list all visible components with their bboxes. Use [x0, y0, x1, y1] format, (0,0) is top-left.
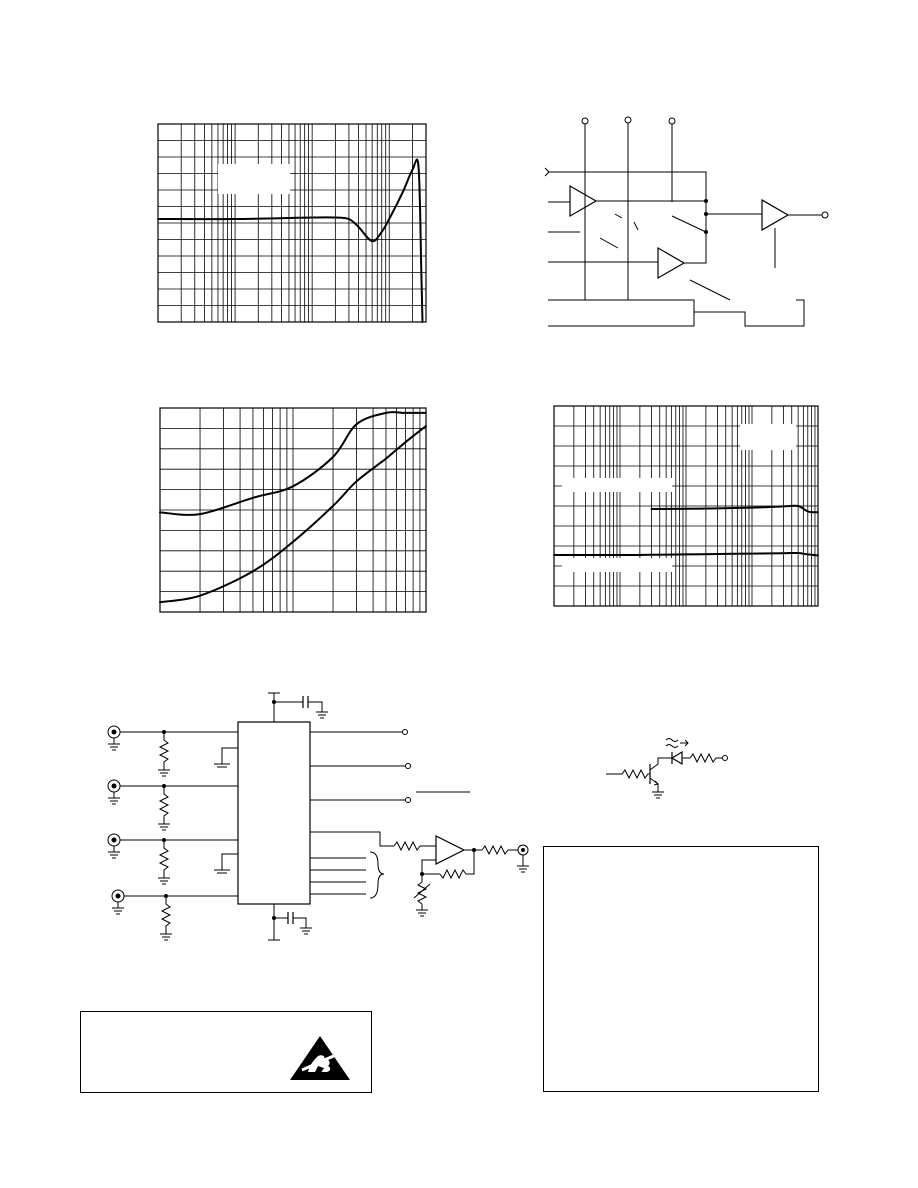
input-channel-2 [108, 780, 238, 830]
chart-frequency-response [158, 124, 426, 322]
chart-frequency-response-svg [158, 124, 426, 322]
pin-top-3 [669, 118, 675, 124]
optocoupler-svg [600, 732, 730, 802]
test-circuit-svg [100, 688, 540, 948]
test-circuit [100, 688, 540, 948]
block-diagram-svg [540, 112, 840, 342]
input-channel-4 [112, 890, 238, 940]
series-line-1 [652, 506, 819, 513]
chart-two-curves-svg [160, 408, 426, 612]
chart-flat-response-svg [554, 406, 818, 606]
chart-two-curves [160, 408, 426, 612]
block-diagram [540, 112, 840, 342]
output-amplifier [762, 200, 788, 230]
esd-warning-icon [288, 1034, 352, 1082]
input-channel-1 [108, 726, 238, 776]
buffer-amplifier [436, 836, 464, 864]
ic-package [238, 722, 310, 904]
pin-top-1 [582, 118, 588, 124]
chart-flat-response [554, 406, 818, 606]
esd-caution-box [80, 1011, 372, 1093]
series-line-1 [158, 160, 423, 322]
output-pin [822, 212, 828, 218]
info-box [543, 846, 819, 1092]
amplifier-1 [570, 186, 596, 216]
pin-top-2 [625, 117, 631, 123]
input-channel-3 [108, 834, 238, 884]
optocoupler-diagram [600, 732, 730, 802]
amplifier-2 [658, 248, 684, 278]
